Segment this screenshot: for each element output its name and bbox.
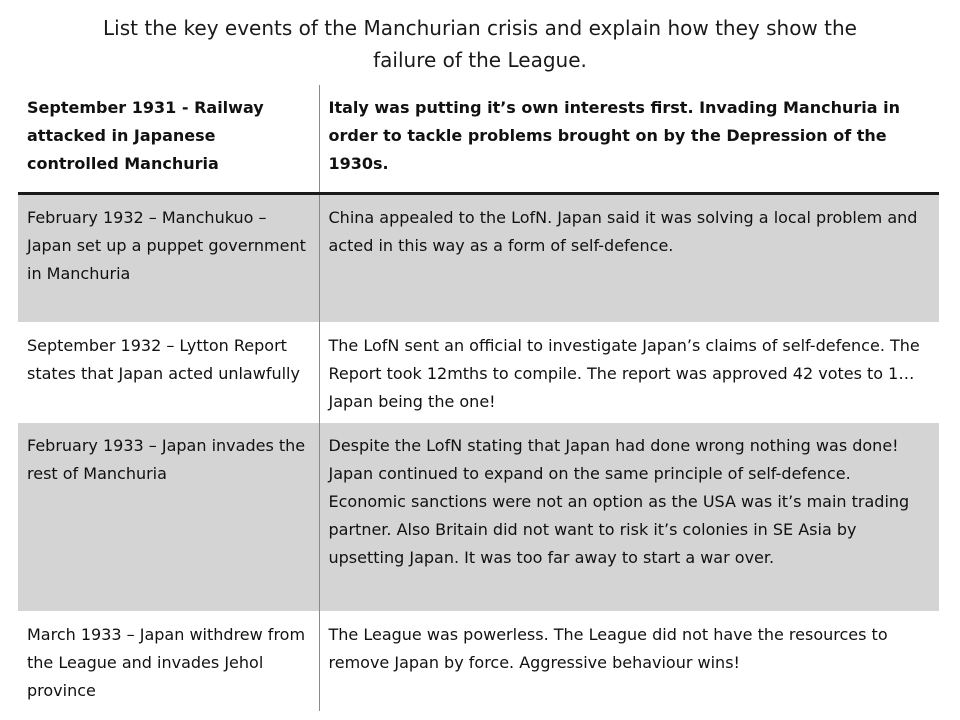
manchurian-crisis-table xyxy=(18,85,939,711)
event-cell: February 1933 – Japan invades the rest of Manchuria xyxy=(18,422,319,611)
page-title xyxy=(20,12,940,76)
page-title-line-1: List the key events of the Manchurian crisis and explain how they show the xyxy=(103,16,857,40)
table-header-event-cell: September 1931 - Railway attacked in Japanese controlled Manchuria xyxy=(18,85,319,193)
table-row xyxy=(18,611,939,711)
table-header-explanation-cell: Italy was putting it’s own interests first. Invading Manchuria in order to tackle problems brought on by the Depression of the 1930s. xyxy=(319,85,939,193)
explanation-cell: The League was powerless. The League did not have the resources to remove Japan by force. Aggressive behaviour wins! xyxy=(319,611,939,711)
event-cell: February 1932 – Manchukuo – Japan set up a puppet government in Manchuria xyxy=(18,193,319,322)
table-row xyxy=(18,193,939,322)
page-title-line-2: failure of the League. xyxy=(373,48,587,72)
explanation-cell: The LofN sent an official to investigate Japan’s claims of self-defence. The Report took 12mths to compile. The report was approved 42 votes to 1…Japan being the one! xyxy=(319,322,939,422)
explanation-cell: Despite the LofN stating that Japan had done wrong nothing was done! Japan continued to expand on the same principle of self-defence. Economic sanctions were not an option as the USA was it’s main trading partner. Also Britain did not want to risk it’s colonies in SE Asia by upsetting Japan. It was too far away to start a war over. xyxy=(319,422,939,611)
event-cell: September 1932 – Lytton Report states that Japan acted unlawfully xyxy=(18,322,319,422)
table-header-row xyxy=(18,85,939,193)
event-cell: March 1933 – Japan withdrew from the League and invades Jehol province xyxy=(18,611,319,711)
table-row xyxy=(18,422,939,611)
explanation-cell: China appealed to the LofN. Japan said it was solving a local problem and acted in this way as a form of self-defence. xyxy=(319,193,939,322)
table-row xyxy=(18,322,939,422)
